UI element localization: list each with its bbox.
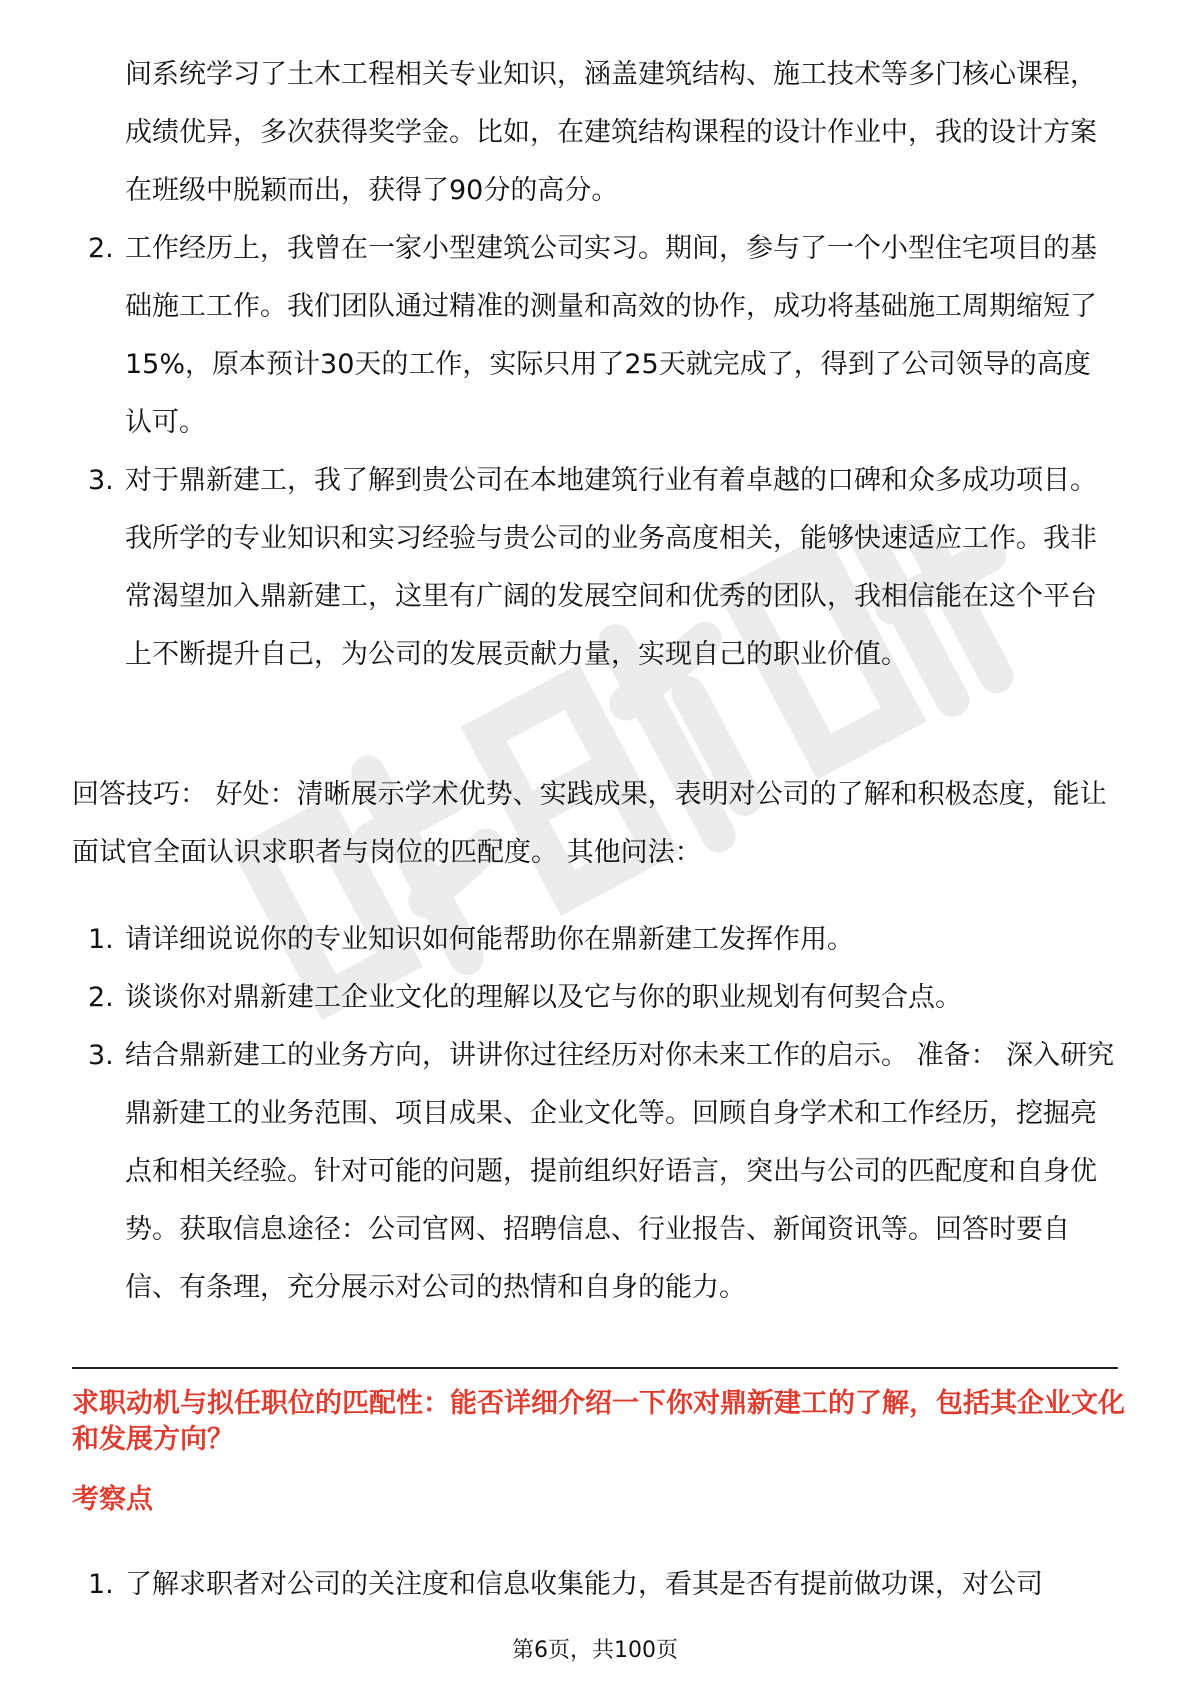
list-item: [76, 452, 1116, 684]
section-divider: [72, 1367, 1118, 1369]
list-item-text: 结合鼎新建工的业务方向，讲讲你过往经历对你未来工作的启示。 准备： 深入研究鼎新建工的业务范围、项目成果、企业文化等。回顾自身学术和工作经历，挖掘亮点和相关经验。针对可能的问题，提前组织好语言，突出与公司的匹配度和自身优势。获取信息途径：公司官网、招聘信息、行业报告、新闻资讯等。回答时要自信、有条理，充分展示对公司的热情和自身的能力。: [125, 1040, 1115, 1303]
list-item-text: 了解求职者对公司的关注度和信息收集能力，看其是否有提前做功课，对公司: [125, 1569, 1043, 1600]
list-item: [76, 1027, 1116, 1317]
list-item-number: 2.: [88, 982, 114, 1013]
list-item-number: 2.: [88, 233, 114, 264]
list-item-text: 间系统学习了土木工程相关专业知识，涵盖建筑结构、施工技术等多门核心课程，成绩优异，多次获得奖学金。比如，在建筑结构课程的设计作业中，我的设计方案在班级中脱颖而出，获得了90分的高分。: [125, 59, 1097, 206]
list-item: [76, 911, 1116, 969]
list-item: [76, 220, 1116, 452]
question-heading: 求职动机与拟任职位的匹配性：能否详细介绍一下你对鼎新建工的了解，包括其企业文化和发展方向？: [72, 1388, 1125, 1455]
list-item: [76, 969, 1116, 1027]
list-item: [76, 1556, 1116, 1614]
list-item-text: 工作经历上，我曾在一家小型建筑公司实习。期间，参与了一个小型住宅项目的基础施工工作。我们团队通过精准的测量和高效的协作，成功将基础施工周期缩短了15%，原本预计30天的工作，实际只用了25天就完成了，得到了公司领导的高度认可。: [125, 233, 1097, 438]
section-heading: 考察点: [72, 1484, 153, 1515]
list-item-number: 1.: [88, 1569, 114, 1600]
list-item-text: 请详细说说你的专业知识如何能帮助你在鼎新建工发挥作用。: [125, 924, 854, 955]
answer-list: [76, 46, 1116, 684]
list-item-text: 谈谈你对鼎新建工企业文化的理解以及它与你的职业规划有何契合点。: [125, 982, 962, 1013]
tips-paragraph: 回答技巧： 好处：清晰展示学术优势、实践成果，表明对公司的了解和积极态度，能让面试官全面认识求职者与岗位的匹配度。 其他问法：: [72, 779, 1107, 868]
assessment-points-list: [76, 1556, 1116, 1614]
list-item-text: 对于鼎新建工，我了解到贵公司在本地建筑行业有着卓越的口碑和众多成功项目。我所学的专业知识和实习经验与贵公司的业务高度相关，能够快速适应工作。我非常渴望加入鼎新建工，这里有广阔的发展空间和优秀的团队，我相信能在这个平台上不断提升自己，为公司的发展贡献力量，实现自己的职业价值。: [125, 465, 1097, 670]
list-item-number: 1.: [88, 924, 114, 955]
alternative-questions-list: [76, 911, 1116, 1317]
page-footer: 第6页，共100页: [512, 1638, 678, 1663]
list-item-number: 3.: [88, 465, 114, 496]
list-item: [76, 46, 1116, 220]
list-item-number: 3.: [88, 1040, 114, 1071]
